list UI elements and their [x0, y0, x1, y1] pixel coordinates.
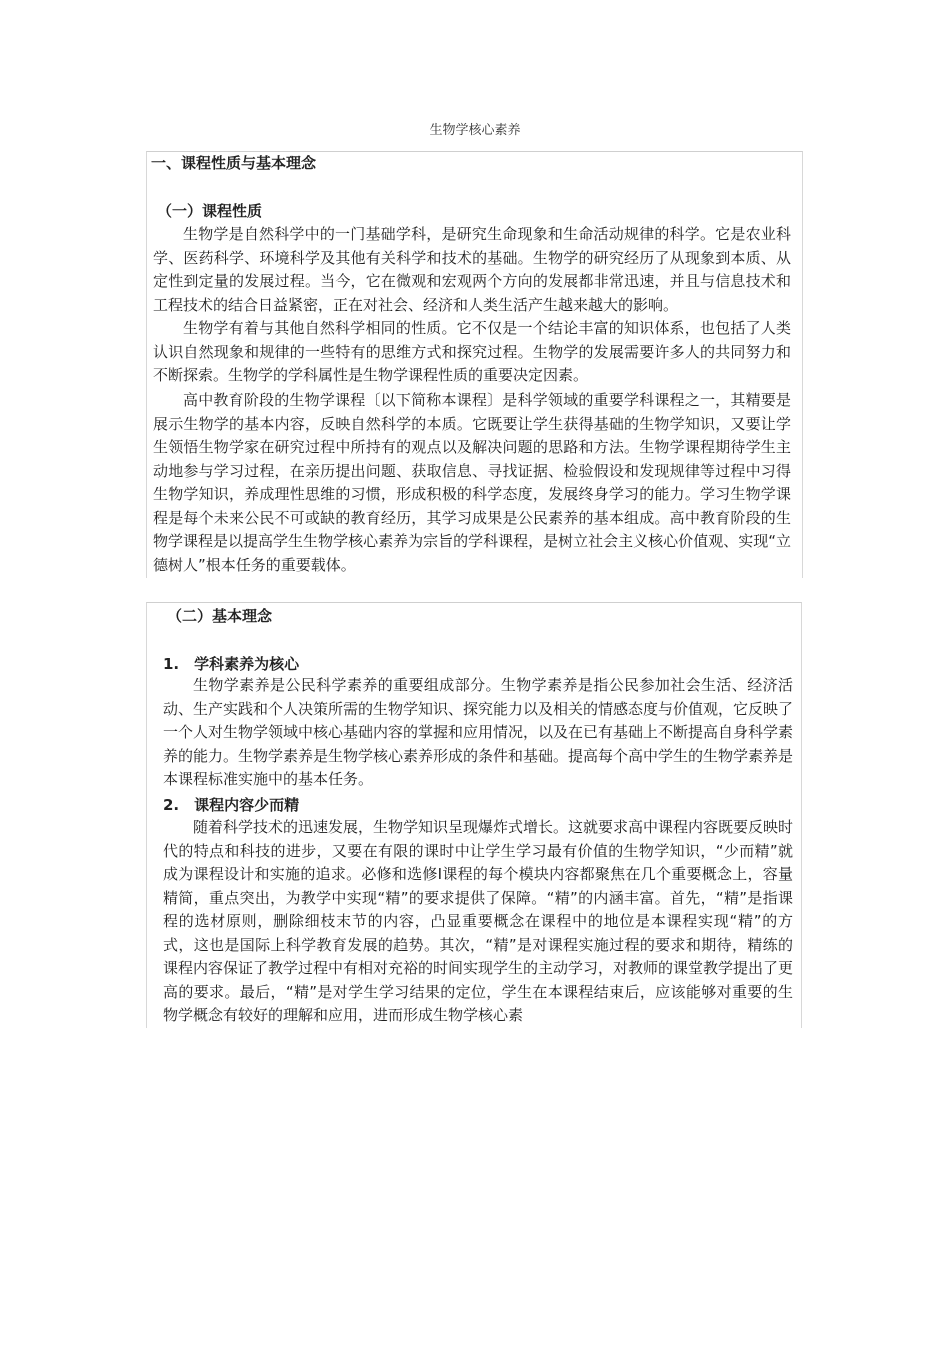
paragraph: 生物学有着与其他自然科学相同的性质。它不仅是一个结论丰富的知识体系，也包括了人类认识自然现象和规律的一些特有的思维方式和探究过程。生物学的发展需要许多人的共同努力和不断探索。生物学的学科属性是生物学课程性质的重要决定因素。: [153, 319, 791, 384]
paragraph: 随着科学技术的迅速发展，生物学知识呈现爆炸式增长。这就要求高中课程内容既要反映时代的特点和科技的进步，又要在有限的课时中让学生学习最有价值的生物学知识，“少而精”就成为课程设计和实施的追求。必修和选修Ⅰ课程的每个模块内容都聚焦在几个重要概念上，容量精简，重点突出，为教学中实现“精”的要求提供了保障。“精”的内涵丰富。首先，“精”是指课程的选材原则，删除细枝末节的内容，凸显重要概念在课程中的地位是本课程实现“精”的方式，这也是国际上科学教育发展的趋势。其次，“精”是对课程实施过程的要求和期待，精练的课程内容保证了教学过程中有相对充裕的时间实现学生的主动学习，对教师的课堂教学提出了更高的要求。最后，“精”是对学生学习结果的定位，学生在本课程结束后，应该能够对重要的生物学概念有较好的理解和应用，进而形成生物学核心素: [163, 818, 794, 1024]
paragraph: 高中教育阶段的生物学课程〔以下简称本课程〕是科学领域的重要学科课程之一，其精要是展示生物学的基本内容，反映自然科学的本质。它既要让学生获得基础的生物学知识，又要让学生领悟生物学家在研究过程中所持有的观点以及解决问题的思路和方法。生物学课程期待学生主动地参与学习过程，在亲历提出问题、获取信息、寻找证据、检验假设和发现规律等过程中习得生物学知识，养成理性思维的习惯，形成积极的科学态度，发展终身学习的能力。学习生物学课程是每个未来公民不可或缺的教育经历，其学习成果是公民素养的基本组成。高中教育阶段的生物学课程是以提高学生生物学核心素养为宗旨的学科课程，是树立社会主义核心价值观、实现“立德树人”根本任务的重要载体。: [153, 391, 791, 574]
subsection-heading-concepts: （二）基本理念: [167, 607, 273, 625]
item-heading: 2. 课程内容少而精: [163, 796, 300, 814]
item-heading: 1. 学科素养为核心: [163, 655, 300, 673]
section-heading: 一、课程性质与基本理念: [151, 154, 317, 172]
subsection-heading-nature: （一）课程性质: [157, 202, 263, 220]
paragraph: 生物学素养是公民科学素养的重要组成部分。生物学素养是指公民参加社会生活、经济活动、生产实践和个人决策所需的生物学知识、探究能力以及相关的情感态度与价值观，它反映了一个人对生物学领域中核心基础内容的掌握和应用情况，以及在已有基础上不断提高自身科学素养的能力。生物学素养是生物学核心素养形成的条件和基础。提高每个高中学生的生物学素养是本课程标准实施中的基本任务。: [163, 676, 794, 788]
paragraph: 生物学是自然科学中的一门基础学科，是研究生命现象和生命活动规律的科学。它是农业科学、医药科学、环境科学及其他有关科学和技术的基础。生物学的研究经历了从现象到本质、从定性到定量的发展过程。当今，它在微观和宏观两个方向的发展都非常迅速，并且与信息技术和工程技术的结合日益紧密，正在对社会、经济和人类生活产生越来越大的影响。: [153, 225, 791, 314]
section-curriculum-nature: [146, 151, 803, 578]
section-basic-concepts: [146, 602, 802, 1028]
document-title: 生物学核心素养: [429, 123, 521, 138]
